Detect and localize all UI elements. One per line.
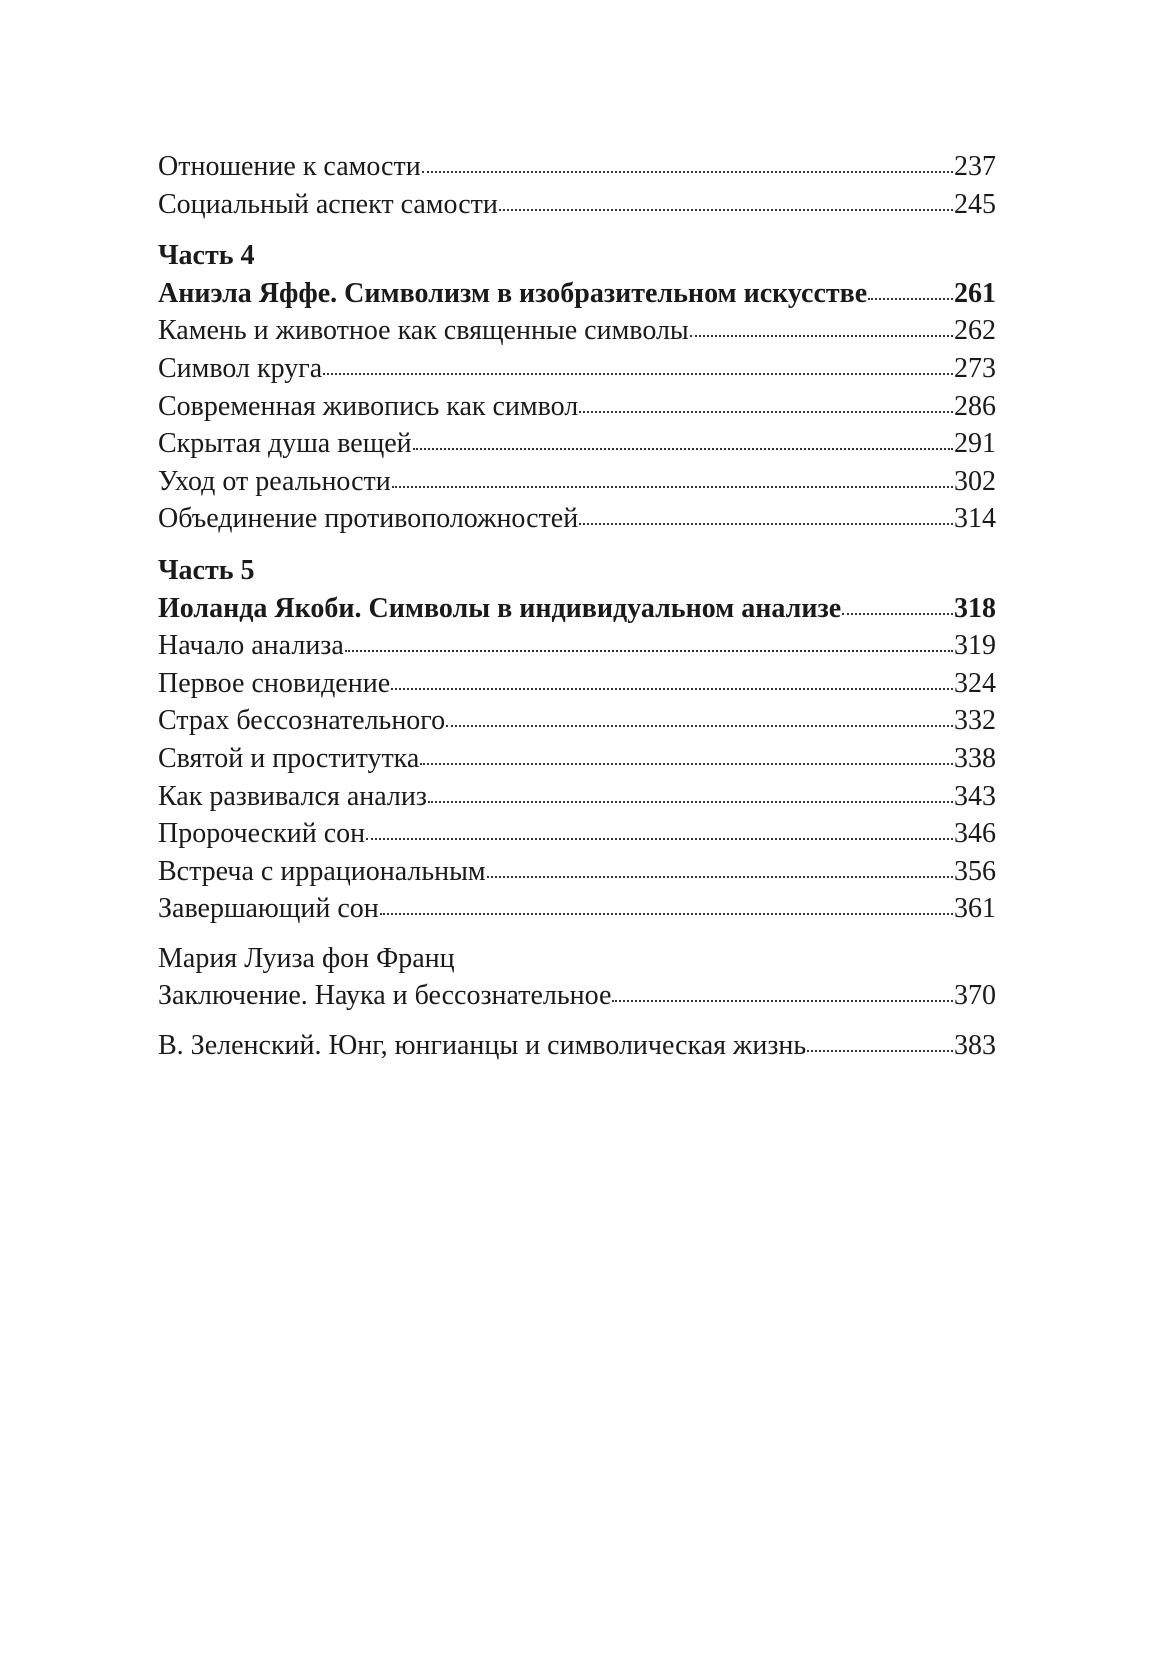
dot-leader <box>345 650 953 652</box>
toc-entry-title: Социальный аспект самости <box>158 188 498 220</box>
toc-entry <box>158 388 996 426</box>
spacer <box>158 538 996 552</box>
toc-entry-title: Отношение к самости <box>158 151 421 182</box>
dot-leader <box>579 523 953 525</box>
toc-entry-page: 291 <box>954 428 996 460</box>
spacer <box>158 928 996 940</box>
toc-entry-title: Страх бессознательного <box>158 705 446 737</box>
toc-entry <box>158 890 996 928</box>
toc-entry-page: 361 <box>954 893 996 925</box>
toc-entry <box>158 977 996 1015</box>
toc-entry-title: Начало анализа <box>158 630 344 662</box>
dot-leader <box>612 1000 953 1002</box>
dot-leader <box>446 725 953 727</box>
toc-entry <box>158 815 996 853</box>
toc-entry <box>158 740 996 778</box>
toc-entry-page: 314 <box>954 503 996 535</box>
toc-entry-title: Аниэла Яффе. Символизм в изобразительном искусстве <box>158 277 868 309</box>
toc-entry-title: Как развивался анализ <box>158 780 427 812</box>
toc-entry-title: Святой и проститутка <box>158 742 420 774</box>
dot-leader <box>579 411 953 413</box>
toc-entry-page: 245 <box>954 188 996 220</box>
part-heading: Часть 5 <box>158 554 255 586</box>
spacer <box>158 1015 996 1027</box>
toc-entry-page: 302 <box>954 465 996 497</box>
toc-entry-title: Первое сновидение <box>158 667 391 699</box>
toc-entry <box>158 1027 996 1065</box>
dot-leader <box>420 763 953 765</box>
toc-entry <box>158 275 996 313</box>
toc-entry-title: Пророческий сон <box>158 818 366 850</box>
toc-entry-title: Встреча с иррациональным <box>158 855 486 887</box>
toc-entry-page: 286 <box>954 390 996 422</box>
toc-entry-page: 261 <box>954 277 996 309</box>
toc-entry <box>158 853 996 891</box>
toc-entry-title: Современная живопись как символ <box>158 390 579 422</box>
toc-entry-title: Символ круга <box>158 352 323 384</box>
toc-entry <box>158 350 996 388</box>
toc-entry-page: 262 <box>954 315 996 347</box>
toc-entry <box>158 425 996 463</box>
dot-leader <box>413 448 953 450</box>
toc-entry <box>158 590 996 628</box>
toc-entry-page: 273 <box>954 352 996 384</box>
toc-entry-title: Уход от реальности <box>158 465 391 497</box>
toc-entry-title: Заключение. Наука и бессознательное <box>158 980 612 1012</box>
dot-leader <box>690 335 953 337</box>
dot-leader <box>842 613 953 615</box>
toc-entry-page: 324 <box>954 667 996 699</box>
dot-leader <box>422 171 953 173</box>
toc-entry-page: 338 <box>954 742 996 774</box>
dot-leader <box>807 1050 953 1052</box>
dot-leader <box>380 913 953 915</box>
toc-entry-page: 237 <box>954 151 996 182</box>
toc-entry <box>158 463 996 501</box>
toc-entry <box>158 627 996 665</box>
toc-entry <box>158 702 996 740</box>
dot-leader <box>868 298 953 300</box>
toc-entry-title: Завершающий сон <box>158 893 379 925</box>
toc-entry <box>158 778 996 816</box>
toc-entry-page: 332 <box>954 705 996 737</box>
toc-entry-page: 383 <box>954 1030 996 1062</box>
part-heading: Часть 4 <box>158 240 255 272</box>
dot-leader <box>392 486 953 488</box>
table-of-contents <box>158 148 996 1065</box>
toc-entry <box>158 665 996 703</box>
dot-leader <box>323 373 953 375</box>
toc-entry-title: В. Зеленский. Юнг, юнгианцы и символическая жизнь <box>158 1030 807 1062</box>
toc-entry-page: 370 <box>954 980 996 1012</box>
dot-leader <box>391 688 953 690</box>
toc-entry-title: Камень и животное как священные символы <box>158 315 689 347</box>
toc-entry-title: Иоланда Якоби. Символы в индивидуальном анализе <box>158 592 842 624</box>
author-name: Мария Луиза фон Франц <box>158 942 455 974</box>
toc-entry-title: Скрытая душа вещей <box>158 428 412 460</box>
toc-entry-page: 318 <box>954 592 996 624</box>
toc-entry-page: 346 <box>954 818 996 850</box>
dot-leader <box>428 801 953 803</box>
toc-entry-title: Объединение противоположностей <box>158 503 579 535</box>
toc-entry <box>158 312 996 350</box>
spacer <box>158 223 996 237</box>
dot-leader <box>487 876 953 878</box>
toc-entry-page: 356 <box>954 855 996 887</box>
toc-entry <box>158 500 996 538</box>
dot-leader <box>499 209 953 211</box>
toc-entry <box>158 186 996 224</box>
toc-entry-page: 319 <box>954 630 996 662</box>
dot-leader <box>366 838 953 840</box>
toc-entry <box>158 148 996 186</box>
toc-entry-page: 343 <box>954 780 996 812</box>
